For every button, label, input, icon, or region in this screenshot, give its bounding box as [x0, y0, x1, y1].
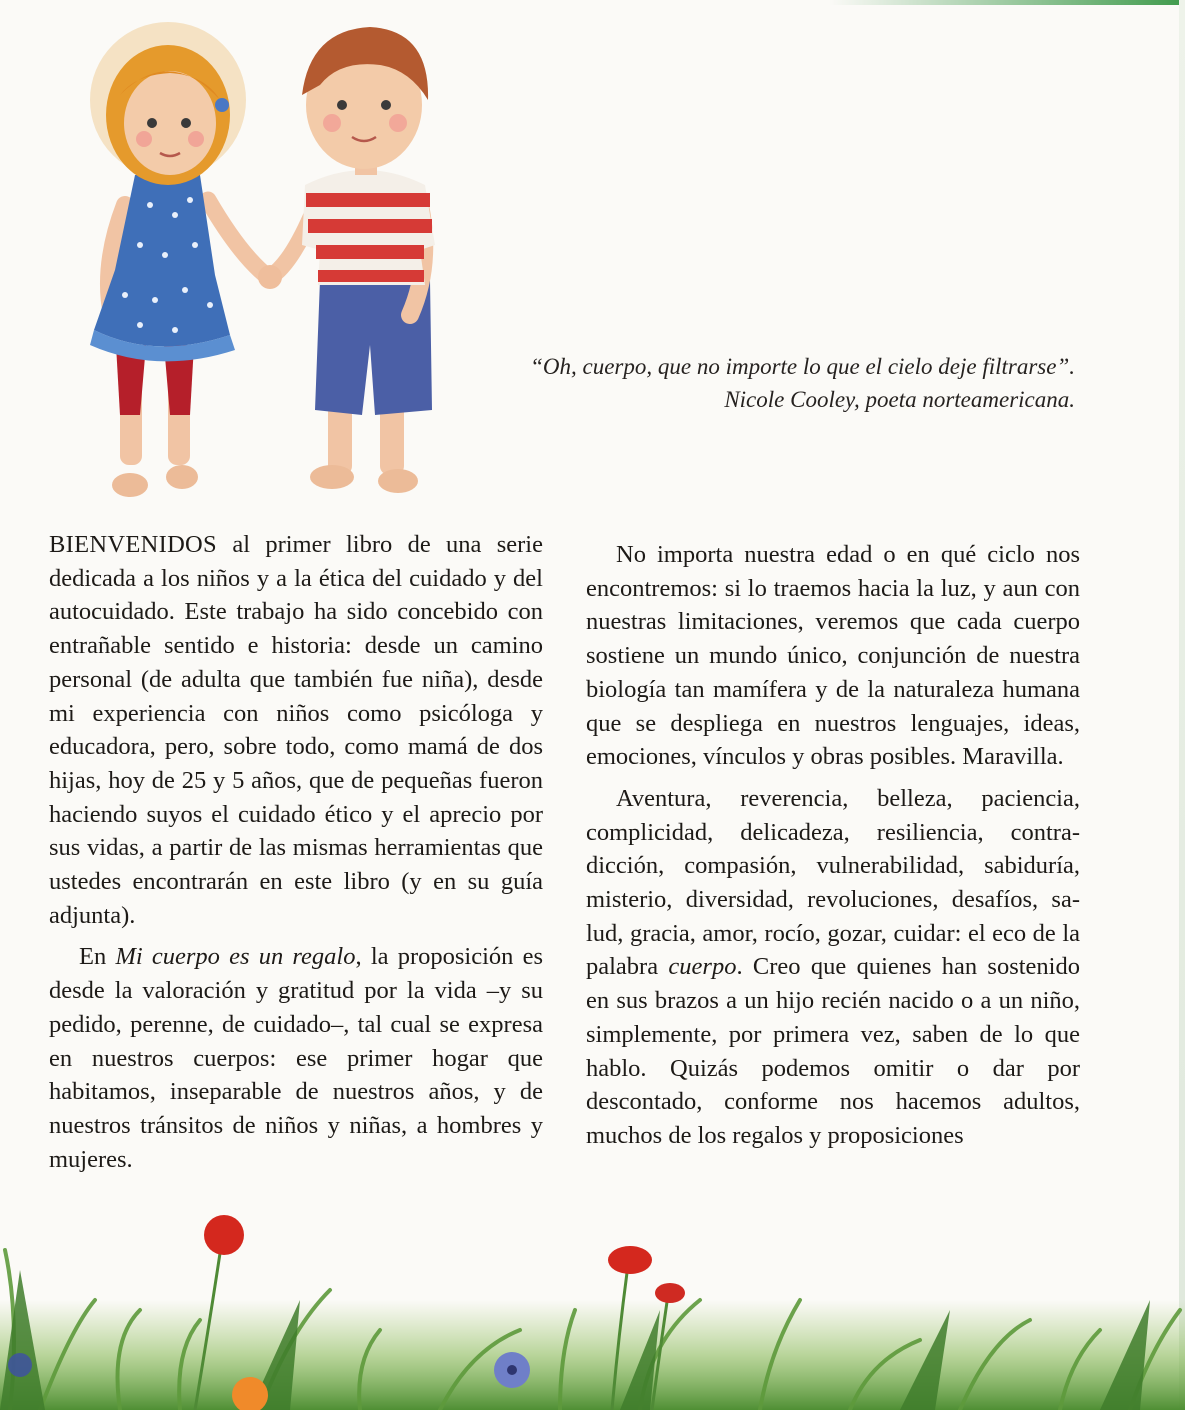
meadow-flowers-illustration: [0, 1190, 1185, 1410]
age-paragraph: No importa nuestra edad o en qué ciclo nos encontremos: si lo traemos hacia la luz, y aun con nuestras limitaciones, veremos que cada cuerpo sostiene un mundo único, conjunción de nuestra biología tan mamífera y de la naturaleza humana que se despliega en nuestros lenguajes, ideas, emociones, vínculos y obras posibles. Maravilla.: [586, 541, 1080, 771]
proposal-paragraph: [49, 940, 543, 1176]
poppy-flower-small: [655, 1283, 685, 1303]
word-cuerpo: cuerpo: [668, 953, 737, 981]
virtues-paragraph-continuation: . Creo que quienes han sostenido en sus brazos a un hijo recién nacido o a un niño, simplemente, por primera vez, saben de lo que hablo. Quizás podemos omitir o dar por descontado, conforme nos hacemos adultos, muchos de los regalos y proposiciones: [586, 953, 1080, 1149]
book-title: Mi cuerpo es un regalo: [115, 943, 356, 971]
page-top-edge: [0, 0, 1185, 5]
children-holding-hands-illustration: [80, 15, 460, 515]
clasped-hands: [258, 265, 282, 289]
virtues-paragraph-text: Aventura, reverencia, belleza, paciencia, complicidad, delicadeza, resiliencia, contradicción, compasión, vulnerabilidad, sabiduría, misterio, diversidad, revoluciones, desafíos, salud, gracia, amor, rocío, gozar, cuidar: el eco de la palabra: [586, 784, 1080, 981]
poppy-flower-center: [608, 1246, 652, 1274]
proposal-prefix: En: [79, 943, 116, 971]
right-text-column: [586, 538, 1080, 1161]
poppy-flower-left: [204, 1215, 244, 1255]
virtues-paragraph: [586, 782, 1080, 1153]
epigraph: [470, 350, 1075, 416]
girl-figure: [90, 22, 268, 497]
epigraph-attribution: Nicole Cooley, poeta norteamericana.: [724, 387, 1075, 412]
left-text-column: [49, 528, 543, 1184]
intro-paragraph-text: al primer libro de una serie dedicada a los niños y a la ética del cuidado y del autocuidado. Este trabajo ha sido concebido con entrañable sentido e historia: desde un camino personal (de adulta que también fue niña), desde mi experiencia con niños como psicóloga y educadora, pero, sobre todo, como mamá de dos hijas, hoy de 25 y 5 años, que de pequeñas fueron haciendo suyos el cuidado ético y el aprecio por sus vidas, a partir de las mismas herramientas que ustedes encontrarán en este libro (y en su guía adjunta).: [49, 531, 543, 929]
intro-lead-word: BIENVENIDOS: [49, 531, 217, 558]
boy-figure: [270, 27, 435, 493]
epigraph-quote: “Oh, cuerpo, que no importe lo que el cielo deje filtrarse”.: [530, 354, 1075, 379]
intro-paragraph: [49, 528, 543, 932]
proposal-paragraph-text: , la proposición es desde la valoración y gratitud por la vida –y su pedido, perenne, de cuidado–, tal cual se expresa en nuestros cuerpos: ese primer hogar que habitamos, inseparable de nuestros años, y de nuestros tránsitos de niños y niñas, a hombres y mujeres.: [49, 943, 544, 1173]
